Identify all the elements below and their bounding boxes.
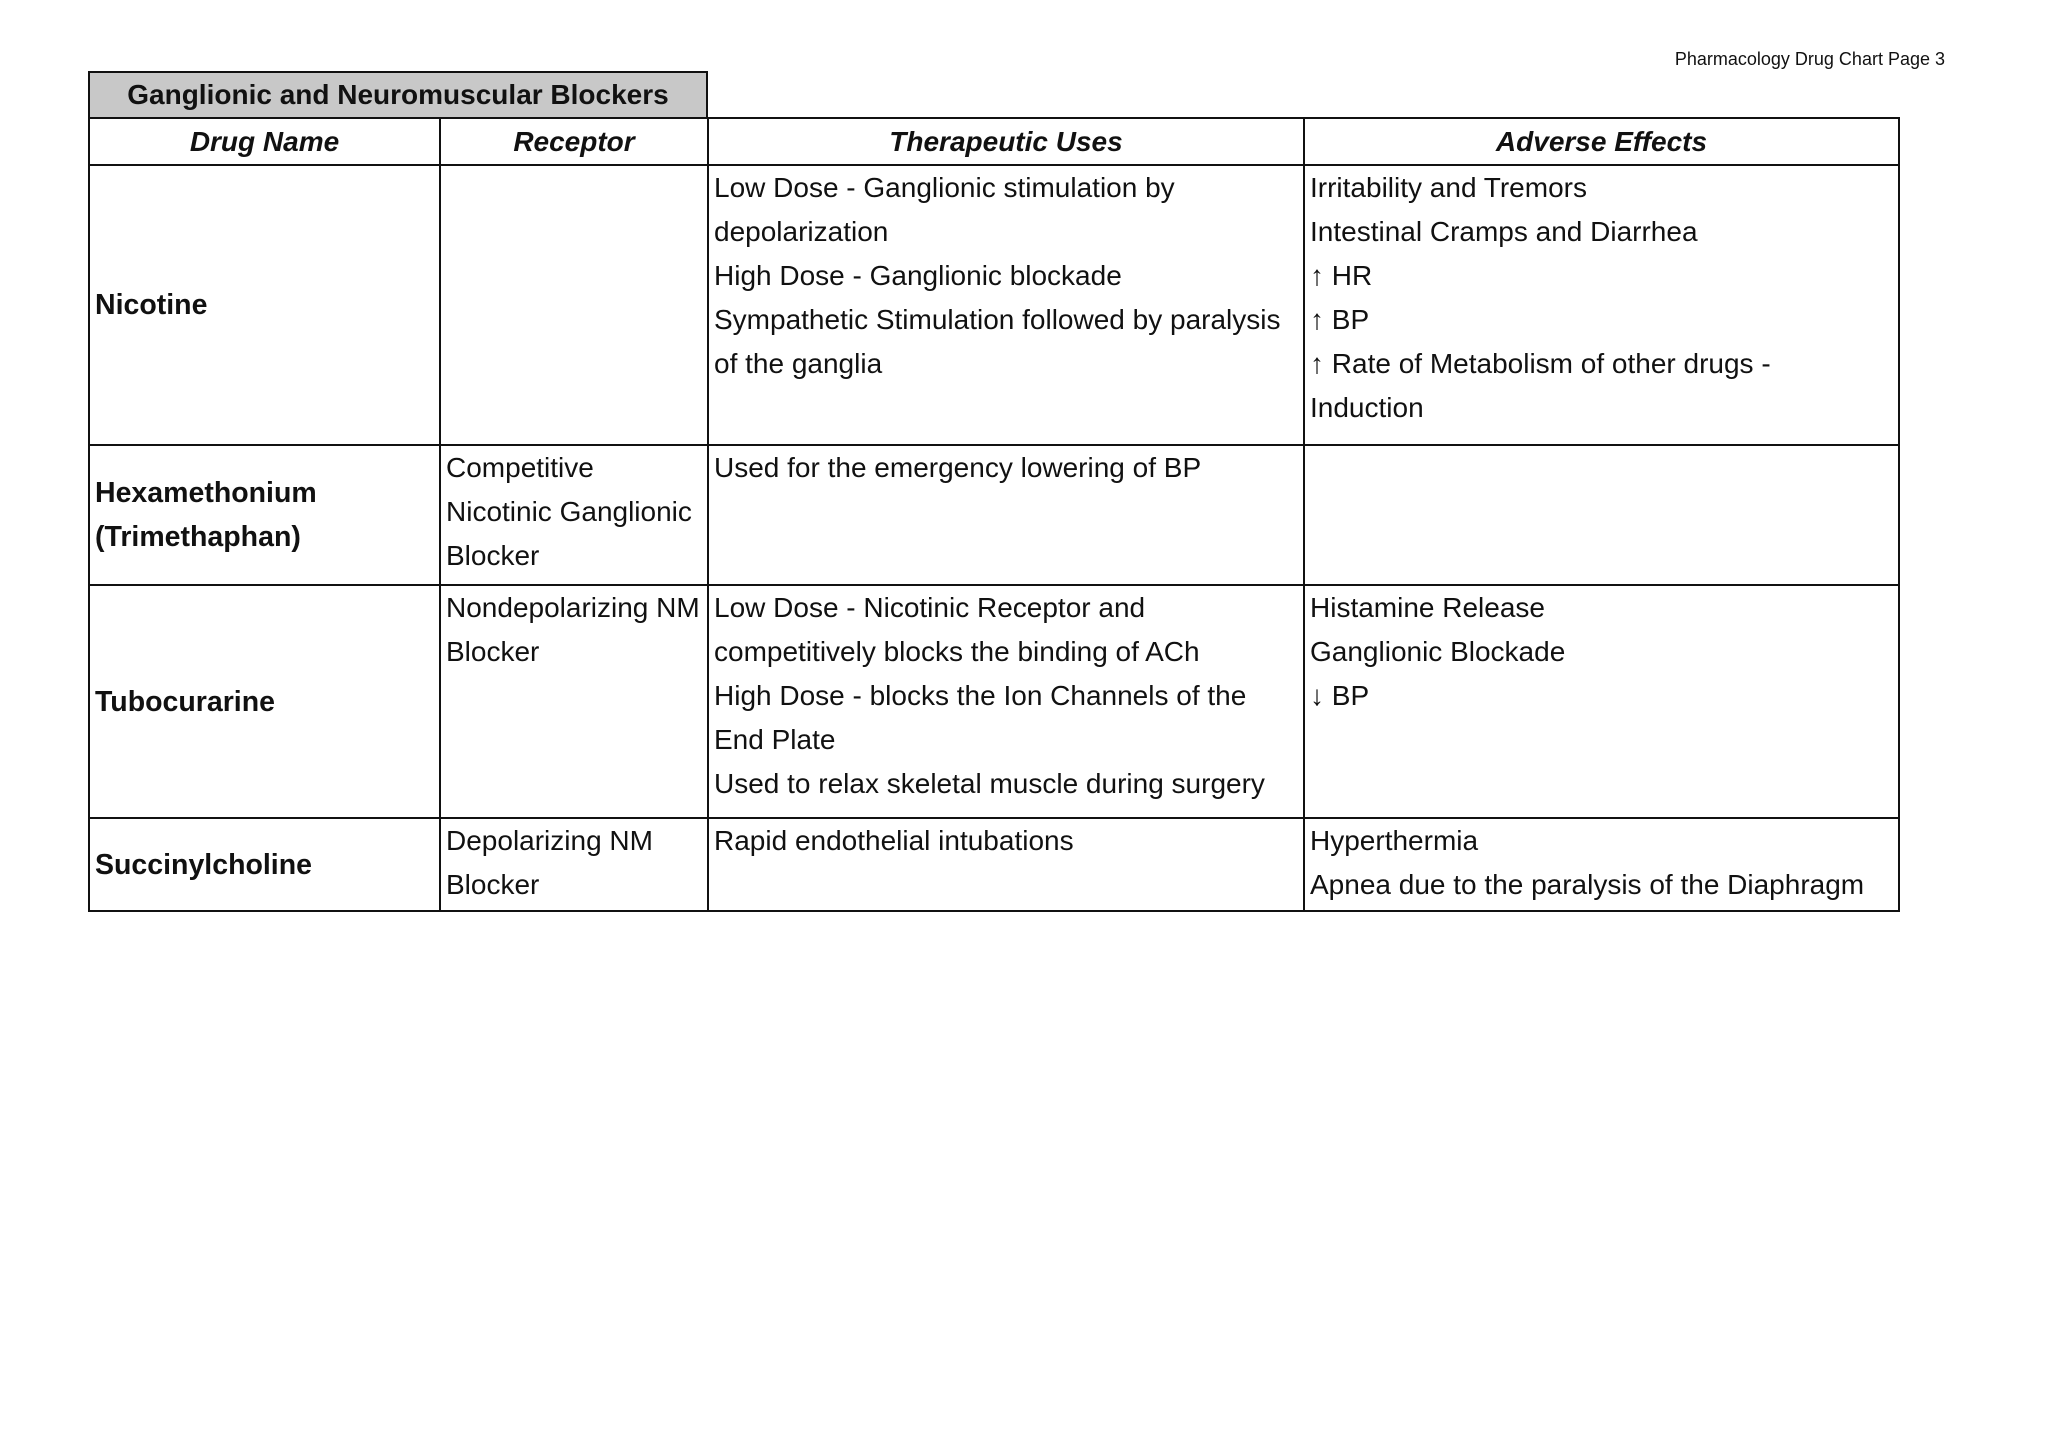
receptor-line: Depolarizing NM Blocker — [446, 825, 653, 900]
adverse-line: ↑ HR — [1310, 260, 1373, 291]
uses-cell — [708, 165, 1304, 445]
adverse-line: Ganglionic Blockade — [1310, 636, 1566, 667]
use-line: Used to relax skeletal muscle during surgery — [714, 768, 1265, 799]
drug-name-cell — [89, 165, 440, 445]
header-drug-name: Drug Name — [89, 118, 440, 165]
table-row — [89, 165, 1899, 445]
receptor-line: Competitive Nicotinic Ganglionic Blocker — [446, 452, 692, 571]
adverse-line: Irritability and Tremors — [1310, 172, 1587, 203]
adverse-line: Apnea due to the paralysis of the Diaphragm — [1310, 869, 1865, 900]
drug-name: Tubocurarine — [95, 685, 275, 718]
adverse-line: ↑ Rate of Metabolism of other drugs - Induction — [1310, 348, 1771, 423]
header-receptor: Receptor — [440, 118, 708, 165]
adverse-line: Intestinal Cramps and Diarrhea — [1310, 216, 1698, 247]
drug-name: Hexamethonium — [95, 477, 317, 509]
drug-name: Succinylcholine — [95, 848, 312, 881]
receptor-cell — [440, 585, 708, 818]
uses-cell — [708, 445, 1304, 585]
adverse-cell — [1304, 445, 1899, 585]
table-row — [89, 818, 1899, 911]
receptor-cell — [440, 445, 708, 585]
adverse-line: Hyperthermia — [1310, 825, 1479, 856]
use-line: Low Dose - Ganglionic stimulation by depolarization — [714, 172, 1175, 247]
use-line: Low Dose - Nicotinic Receptor and competitively blocks the binding of ACh — [714, 592, 1200, 667]
uses-cell — [708, 818, 1304, 911]
adverse-line: ↓ BP — [1310, 680, 1370, 711]
receptor-line: Nondepolarizing NM Blocker — [446, 592, 700, 667]
receptor-cell — [440, 165, 708, 445]
drug-name-cell — [89, 445, 440, 585]
use-line: Rapid endothelial intubations — [714, 825, 1074, 856]
drug-name-alt: (Trimethaphan) — [95, 521, 301, 553]
adverse-line: ↑ BP — [1310, 304, 1370, 335]
use-line: Sympathetic Stimulation followed by paralysis of the ganglia — [714, 304, 1281, 379]
adverse-cell — [1304, 585, 1899, 818]
header-therapeutic-uses: Therapeutic Uses — [708, 118, 1304, 165]
receptor-cell — [440, 818, 708, 911]
table-row — [89, 445, 1899, 585]
page-header: Pharmacology Drug Chart Page 3 — [1674, 49, 1945, 69]
table-row — [89, 585, 1899, 818]
uses-cell — [708, 585, 1304, 818]
header-adverse-effects: Adverse Effects — [1304, 118, 1899, 165]
drug-name: Nicotine — [95, 289, 208, 321]
use-line: Used for the emergency lowering of BP — [714, 452, 1202, 483]
adverse-cell — [1304, 165, 1899, 445]
section-title: Ganglionic and Neuromuscular Blockers — [88, 71, 708, 118]
drug-table — [88, 117, 1900, 912]
use-line: High Dose - blocks the Ion Channels of the End Plate — [714, 680, 1247, 755]
adverse-cell — [1304, 818, 1899, 911]
drug-name-cell — [89, 818, 440, 911]
adverse-line: Histamine Release — [1310, 592, 1545, 623]
drug-name-cell — [89, 585, 440, 818]
use-line: High Dose - Ganglionic blockade — [714, 260, 1122, 291]
table-header-row — [89, 118, 1899, 165]
